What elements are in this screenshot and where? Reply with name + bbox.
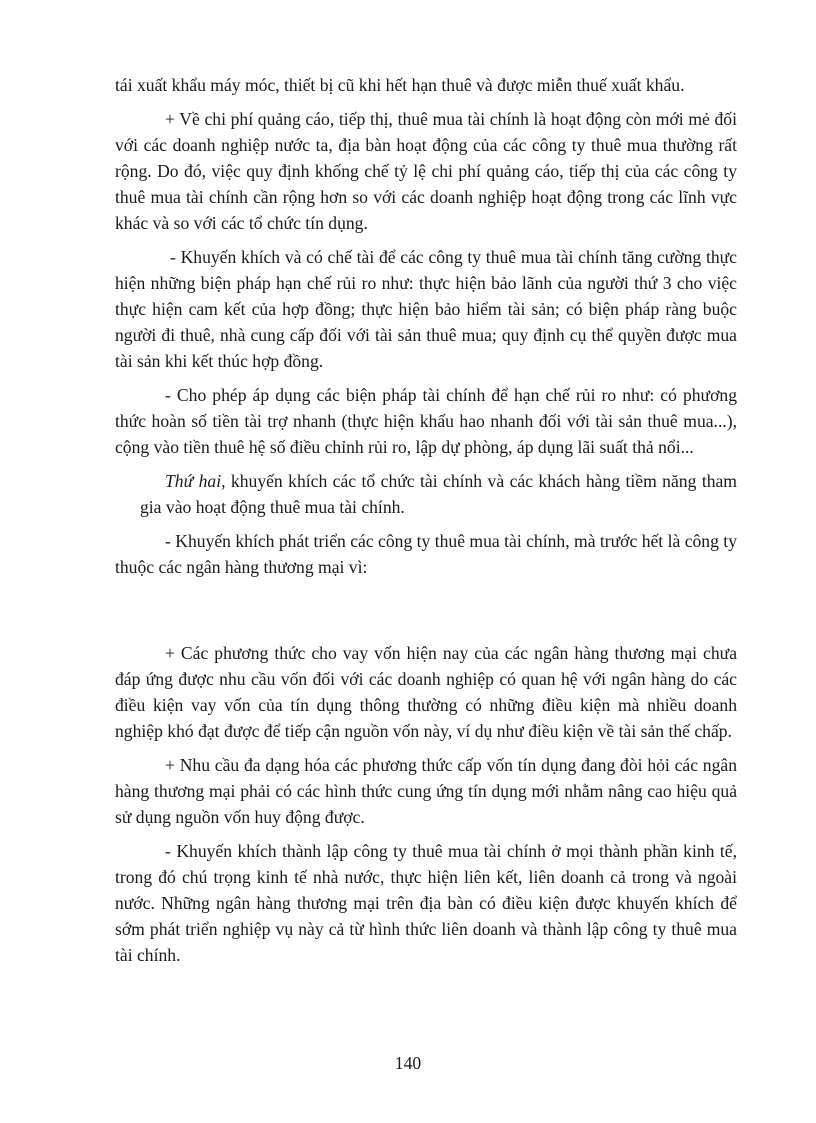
document-body bbox=[115, 72, 737, 976]
paragraph-diversification: + Nhu cầu đa dạng hóa các phương thức cấp vốn tín dụng đang đòi hỏi các ngân hàng thương mại phải có các hình thức cung ứng tín dụng mới nhằm nâng cao hiệu quả sử dụng nguồn vốn huy động được. bbox=[115, 755, 737, 827]
paragraph-establishment: - Khuyến khích thành lập công ty thuê mua tài chính ở mọi thành phần kinh tế, trong đó chú trọng kinh tế nhà nước, thực hiện liên kết, liên doanh cả trong và ngoài nước. Những ngân hàng thương mại trên địa bàn có điều kiện được khuyến khích để sớm phát triển nghiệp vụ này cả từ hình thức liên doanh và thành lập công ty thuê mua tài chính. bbox=[115, 841, 737, 965]
paragraph-risk-measures: - Khuyến khích và có chế tài để các công ty thuê mua tài chính tăng cường thực hiện những biện pháp hạn chế rủi ro như: thực hiện bảo lãnh của người thứ 3 cho việc thực hiện cam kết của hợp đồng; thực hiện bảo hiểm tài sản; có biện pháp ràng buộc người đi thuê, nhà cung cấp đối với tài sản thuê mua; quy định cụ thể quyền được mua tài sản khi kết thúc hợp đồng. bbox=[115, 247, 737, 371]
paragraph-advertising-costs: + Về chi phí quảng cáo, tiếp thị, thuê mua tài chính là hoạt động còn mới mẻ đối với các doanh nghiệp nước ta, địa bàn hoạt động của các công ty thuê mua thường rất rộng. Do đó, việc quy định khống chế tỷ lệ chi phí quảng cáo, tiếp thị của các công ty thuê mua tài chính cần rộng hơn so với các doanh nghiệp hoạt động trong các lĩnh vực khác và so với các tổ chức tín dụng. bbox=[115, 109, 737, 233]
paragraph-encourage-companies: - Khuyến khích phát triển các công ty thuê mua tài chính, mà trước hết là công ty thuộc các ngân hàng thương mại vì: bbox=[115, 531, 737, 577]
second-point-label: Thứ hai, bbox=[165, 471, 226, 491]
paragraph-continuation: tái xuất khẩu máy móc, thiết bị cũ khi hết hạn thuê và được miễn thuế xuất khẩu. bbox=[115, 75, 685, 95]
paragraph-financial-measures: - Cho phép áp dụng các biện pháp tài chính để hạn chế rủi ro như: có phương thức hoàn số tiền tài trợ nhanh (thực hiện khấu hao nhanh đối với tài sản thuê mua...), cộng vào tiền thuê hệ số điều chỉnh rủi ro, lập dự phòng, áp dụng lãi suất thả nổi... bbox=[115, 385, 737, 457]
blank-gap bbox=[115, 588, 737, 640]
second-point-text: khuyến khích các tổ chức tài chính và các khách hàng tiềm năng tham gia vào hoạt động thuê mua tài chính. bbox=[140, 471, 737, 517]
paragraph-lending-methods: + Các phương thức cho vay vốn hiện nay của các ngân hàng thương mại chưa đáp ứng được nhu cầu vốn đối với các doanh nghiệp có quan hệ với ngân hàng do các điều kiện vay vốn của tín dụng thông thường có những điều kiện mà nhiều doanh nghiệp khó đạt được để tiếp cận nguồn vốn này, ví dụ như điều kiện về tài sản thế chấp. bbox=[115, 643, 737, 741]
paragraph-second-point bbox=[115, 468, 737, 520]
page-number: 140 bbox=[394, 1053, 422, 1073]
